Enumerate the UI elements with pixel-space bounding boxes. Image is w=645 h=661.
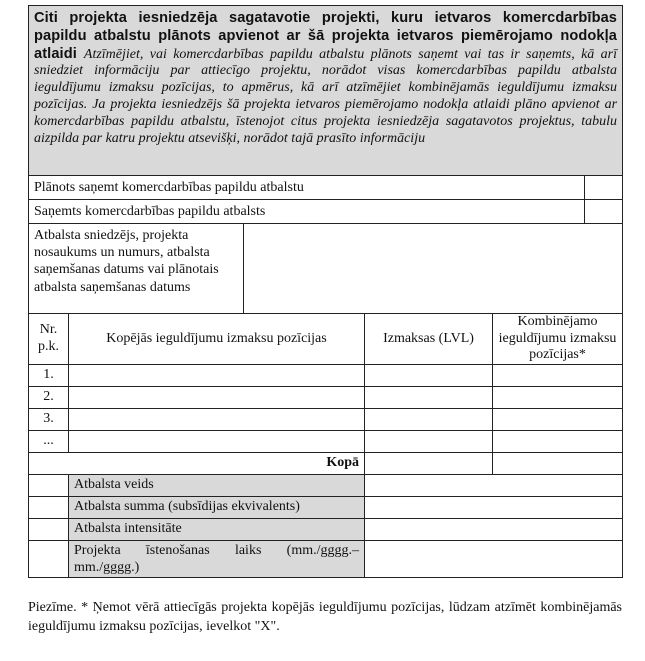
support-blank-cell [29,518,69,540]
support-blank-cell [29,540,69,577]
total-label: Kopā [29,452,365,474]
position-cell[interactable] [69,430,365,452]
col-header-combinable: Kombinējamo ieguldījumu izmaksu pozīcijas* [493,314,623,365]
combinable-cell[interactable] [493,430,623,452]
row-number: 2. [29,386,69,408]
cost-cell[interactable] [365,386,493,408]
table-row [29,364,623,386]
section-title: Citi projekta iesniedzēja sagatavotie projekti, kuru ietvaros komercdarbības papildu atbalstu plānots apvienot ar šā projekta ietvaros piemērojamo nodokļa atlaidi [34,10,618,62]
support-intensity-label: Atbalsta intensitāte [69,518,365,540]
position-cell[interactable] [69,386,365,408]
received-support-label: Saņemts komercdarbības papildu atbalsts [29,200,585,224]
project-period-input[interactable] [365,540,623,577]
grantor-label: Atbalsta sniedzējs, projekta nosaukums un numurs, atbalsta saņemšanas datums vai plānotais atbalsta saņemšanas datums [29,224,244,314]
combinable-cell[interactable] [493,364,623,386]
support-blank-cell [29,496,69,518]
combinable-cell[interactable] [493,408,623,430]
col-header-positions: Kopējās ieguldījumu izmaksu pozīcijas [69,314,365,365]
combinable-cell[interactable] [493,386,623,408]
table-row [29,408,623,430]
support-blank-cell [29,474,69,496]
cost-cell[interactable] [365,430,493,452]
received-support-checkbox[interactable] [585,200,623,224]
support-amount-label: Atbalsta summa (subsīdijas ekvivalents) [69,496,365,518]
position-cell[interactable] [69,408,365,430]
footnote: Piezīme. * Ņemot vērā attiecīgās projekta kopējās ieguldījumu pozīcijas, lūdzam atzīmēt kombinējamās ieguldījumu izmaksu pozīcijas, ievelkot "X". [28,600,622,634]
position-cell[interactable] [69,364,365,386]
support-type-input[interactable] [365,474,623,496]
project-period-label: Projekta īstenošanas laiks (mm./gggg.– mm./gggg.) [69,540,365,577]
row-number: 3. [29,408,69,430]
cost-cell[interactable] [365,364,493,386]
support-intensity-input[interactable] [365,518,623,540]
col-header-nr: Nr. p.k. [29,314,69,365]
total-combinable-cell [493,452,623,474]
planned-support-checkbox[interactable] [585,176,623,200]
row-number: 1. [29,364,69,386]
table-row [29,386,623,408]
table-row [29,430,623,452]
planned-support-label: Plānots saņemt komercdarbības papildu atbalstu [29,176,585,200]
section-instructions: Atzīmējiet, vai komercdarbības papildu atbalstu plānots saņemt vai tas ir saņemts, kā arī sniedziet informāciju par attiecīgo projektu, norādot visas komercdarbības papildu atbalsta ieguldījumu izmaksu pozīcijas, to apmērus, kā arī atzīmējiet kombinējamās ieguldījumu izmaksu pozīcijas. Ja projekta iesniedzējs šā projekta ietvaros piemērojamo nodokļa atlaidi plāno apvienot ar komercdarbības papildu atbalstu, īstenojot citus projekta iesniedzēja sagatavotos projektus, tabulu aizpilda par katru projektu atsevišķi, norādot tajā prasīto informāciju [34,46,618,146]
support-form-table [28,5,623,578]
row-number: ... [29,430,69,452]
support-amount-input[interactable] [365,496,623,518]
total-cost-cell[interactable] [365,452,493,474]
cost-cell[interactable] [365,408,493,430]
col-header-costs: Izmaksas (LVL) [365,314,493,365]
section-header [29,6,623,176]
grantor-input[interactable] [244,224,623,314]
support-type-label: Atbalsta veids [69,474,365,496]
